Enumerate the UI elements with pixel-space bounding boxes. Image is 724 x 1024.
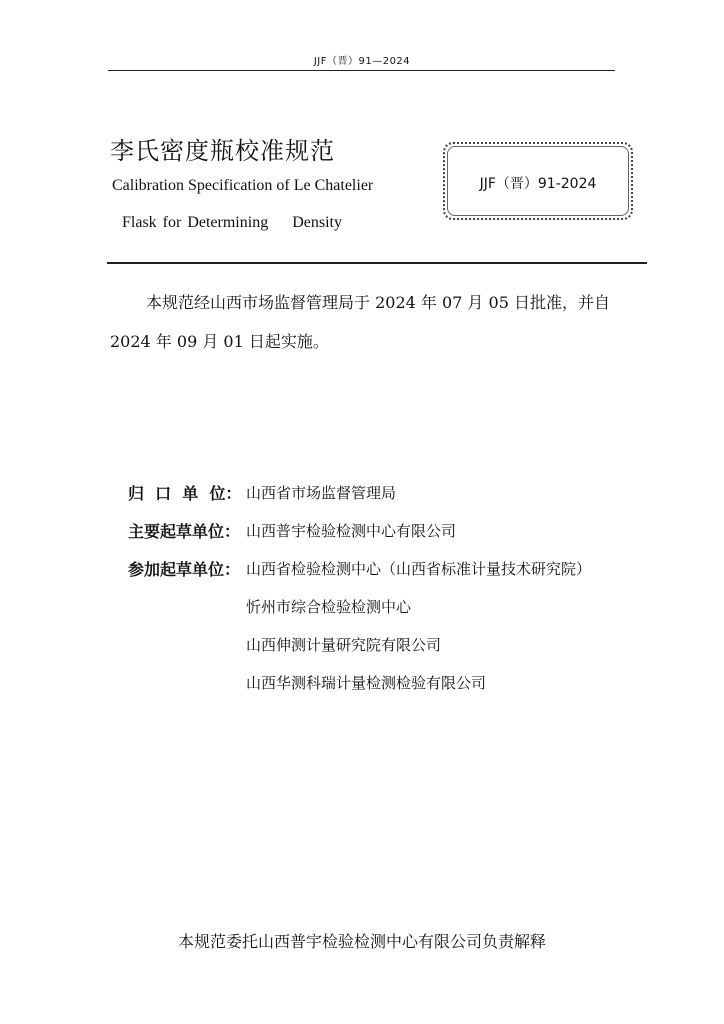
running-header: JJF（晋）91—2024 [313, 56, 411, 67]
participating-drafter-item: 忻州市综合检验检测中心 [246, 598, 412, 616]
participating-drafter-item: 山西华测科瑞计量检测检验有限公司 [246, 674, 487, 692]
responsible-unit-label: 归 口 单 位： [128, 484, 242, 503]
participating-drafters-label: 参加起草单位： [128, 560, 241, 579]
title-divider [107, 262, 647, 264]
header-divider [108, 70, 615, 71]
title-chinese: 李氏密度瓶校准规范 [110, 137, 335, 165]
approval-statement-line2: 2024 年 09 月 01 日起实施。 [110, 332, 329, 351]
responsible-unit-value: 山西省市场监督管理局 [246, 484, 397, 502]
participating-drafter-item: 山西伸测计量研究院有限公司 [246, 636, 442, 654]
participating-drafter-item: 山西省检验检测中心（山西省标准计量技术研究院） [246, 560, 592, 578]
approval-statement-line1: 本规范经山西市场监督管理局于 2024 年 07 月 05 日批准，并自 [146, 293, 610, 312]
main-drafter-label: 主要起草单位： [128, 522, 241, 541]
title-english-line1: Calibration Specification of Le Chatelier [112, 177, 374, 194]
main-drafter-value: 山西普宇检验检测中心有限公司 [246, 522, 457, 540]
spec-code: JJF（晋）91-2024 [479, 176, 597, 192]
title-english-line2: Flask for Determining Density [122, 214, 342, 231]
interpretation-note: 本规范委托山西普宇检验检测中心有限公司负责解释 [177, 932, 546, 951]
